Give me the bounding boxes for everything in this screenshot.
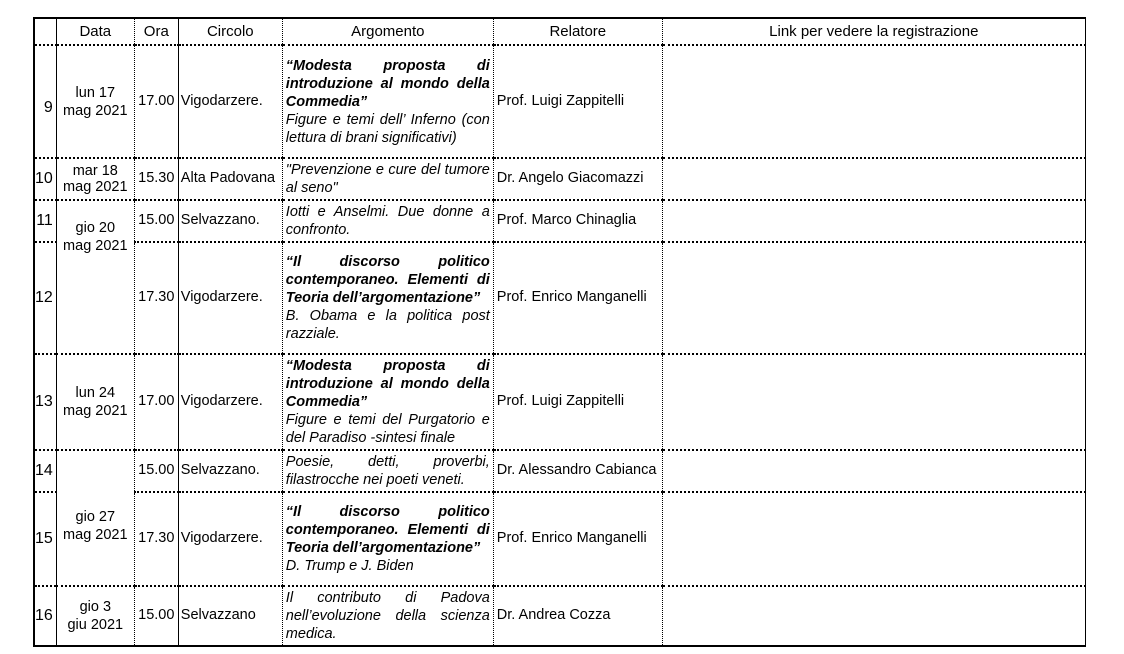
date-cell-merged (56, 200, 134, 354)
argomento-cell: Iotti e Anselmi. Due donne a confronto. (282, 200, 493, 242)
link-cell[interactable] (662, 586, 1085, 646)
table-header-row (34, 18, 1085, 45)
relatore-cell: Prof. Luigi Zappitelli (493, 45, 662, 158)
argomento-title: “Modesta proposta di introduzione al mondo della Commedia” (285, 358, 490, 410)
date-month: mag 2021 (63, 527, 128, 543)
relatore-cell: Prof. Marco Chinaglia (493, 200, 662, 242)
relatore-cell: Prof. Enrico Manganelli (493, 242, 662, 354)
argomento-subtitle: D. Trump e J. Biden (285, 558, 414, 574)
argomento-cell: Il contributo di Padova nell’evoluzione della scienza medica. (282, 586, 493, 646)
table-row (34, 450, 1085, 492)
circolo-cell: Selvazzano. (178, 200, 282, 242)
date-cell-merged (56, 450, 134, 586)
relatore-cell: Dr. Angelo Giacomazzi (493, 158, 662, 200)
date-day: mar 18 (72, 163, 118, 179)
date-month: mag 2021 (63, 238, 128, 254)
link-cell[interactable] (662, 45, 1085, 158)
header-link: Link per vedere la registrazione (662, 18, 1085, 45)
header-argomento: Argomento (282, 18, 493, 45)
schedule-document (33, 17, 1086, 647)
row-number: 15 (34, 492, 56, 586)
time-cell: 17.30 (134, 242, 178, 354)
link-cell[interactable] (662, 200, 1085, 242)
table-row (34, 45, 1085, 158)
time-cell: 15.00 (134, 200, 178, 242)
table-row (34, 586, 1085, 646)
circolo-cell: Vigodarzere. (178, 45, 282, 158)
time-cell: 15.30 (134, 158, 178, 200)
relatore-cell: Dr. Andrea Cozza (493, 586, 662, 646)
relatore-cell: Dr. Alessandro Cabianca (493, 450, 662, 492)
date-cell (56, 158, 134, 200)
link-cell[interactable] (662, 492, 1085, 586)
date-cell (56, 45, 134, 158)
argomento-cell (282, 492, 493, 586)
date-month: mag 2021 (63, 102, 128, 119)
argomento-cell (282, 45, 493, 158)
row-number: 13 (34, 354, 56, 450)
header-relatore: Relatore (493, 18, 662, 45)
link-cell[interactable] (662, 450, 1085, 492)
time-cell: 15.00 (134, 450, 178, 492)
time-cell: 17.00 (134, 354, 178, 450)
row-number: 9 (34, 45, 56, 158)
argomento-title: “Modesta proposta di introduzione al mondo della Commedia” (285, 57, 490, 110)
time-cell: 15.00 (134, 586, 178, 646)
argomento-cell (282, 354, 493, 450)
argomento-cell: "Prevenzione e cure del tumore al seno" (282, 158, 493, 200)
argomento-subtitle: Figure e temi del Purgatorio e del Paradiso -sintesi finale (285, 412, 490, 446)
argomento-subtitle: B. Obama e la politica post razziale. (285, 308, 490, 342)
date-day: gio 3 (79, 599, 112, 615)
table-row (34, 158, 1085, 200)
date-month: mag 2021 (63, 179, 128, 195)
circolo-cell: Vigodarzere. (178, 492, 282, 586)
date-month: mag 2021 (63, 403, 128, 419)
date-cell (56, 354, 134, 450)
date-cell (56, 586, 134, 646)
row-number: 16 (34, 586, 56, 646)
argomento-subtitle: Figure e temi dell’ Inferno (con lettura di brani significativi) (285, 111, 490, 146)
argomento-title: “Il discorso politico contemporaneo. Elementi di Teoria dell’argomentazione” (285, 254, 490, 306)
table-row (34, 492, 1085, 586)
date-day: gio 27 (75, 509, 116, 525)
date-day: lun 24 (75, 385, 116, 401)
circolo-cell: Alta Padovana (178, 158, 282, 200)
relatore-cell: Prof. Enrico Manganelli (493, 492, 662, 586)
link-cell[interactable] (662, 242, 1085, 354)
argomento-cell (282, 242, 493, 354)
time-cell: 17.00 (134, 45, 178, 158)
row-number: 10 (34, 158, 56, 200)
table-row (34, 200, 1085, 242)
link-cell[interactable] (662, 158, 1085, 200)
time-cell: 17.30 (134, 492, 178, 586)
header-num-cell (34, 18, 56, 45)
row-number: 11 (34, 200, 56, 242)
row-number: 14 (34, 450, 56, 492)
header-circolo: Circolo (178, 18, 282, 45)
date-day: lun 17 (75, 84, 116, 101)
circolo-cell: Vigodarzere. (178, 354, 282, 450)
header-ora: Ora (134, 18, 178, 45)
date-month: giu 2021 (67, 617, 124, 633)
circolo-cell: Selvazzano (178, 586, 282, 646)
schedule-table (33, 17, 1086, 647)
date-day: gio 20 (75, 220, 116, 236)
header-data: Data (56, 18, 134, 45)
link-cell[interactable] (662, 354, 1085, 450)
relatore-cell: Prof. Luigi Zappitelli (493, 354, 662, 450)
argomento-title: “Il discorso politico contemporaneo. Elementi di Teoria dell’argomentazione” (285, 504, 490, 556)
table-row (34, 354, 1085, 450)
circolo-cell: Selvazzano. (178, 450, 282, 492)
row-number: 12 (34, 242, 56, 354)
argomento-cell: Poesie, detti, proverbi, filastrocche nei poeti veneti. (282, 450, 493, 492)
table-row (34, 242, 1085, 354)
circolo-cell: Vigodarzere. (178, 242, 282, 354)
